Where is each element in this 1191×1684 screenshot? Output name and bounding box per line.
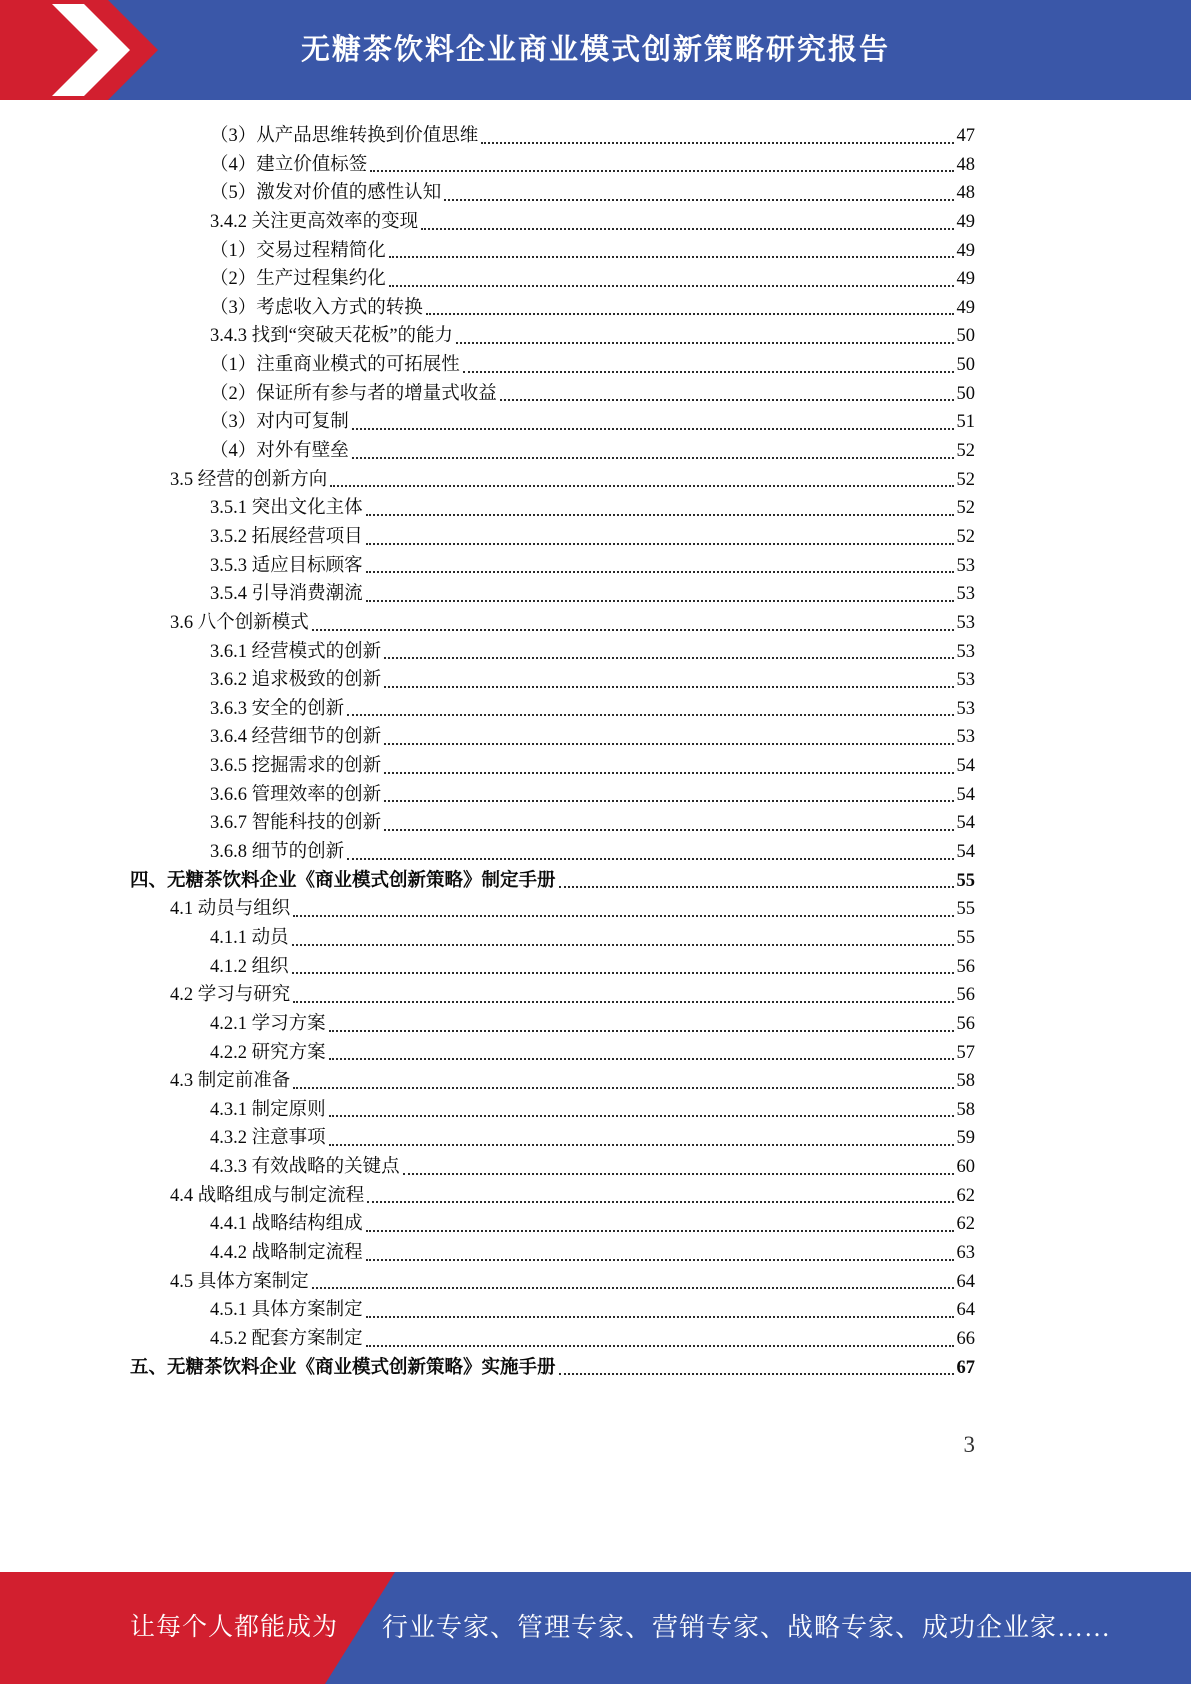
toc-entry-label: 3.6 八个创新模式 — [170, 612, 309, 633]
toc-entry-page: 52 — [956, 526, 975, 547]
toc-entry-page: 53 — [956, 727, 975, 748]
toc-entry-page: 67 — [956, 1357, 975, 1378]
page-header — [0, 0, 1191, 100]
toc-entry-page: 64 — [956, 1300, 975, 1321]
toc-entry-label: 4.1.2 组织 — [210, 956, 289, 977]
toc-entry-label: 4.1.1 动员 — [210, 927, 289, 948]
toc-leader-dots — [559, 1354, 954, 1383]
toc-entry-label: （3）从产品思维转换到价值思维 — [210, 126, 479, 146]
toc-entry[interactable] — [130, 466, 975, 495]
toc-entry-page: 50 — [956, 383, 975, 404]
toc-leader-dots — [366, 1210, 954, 1239]
toc-entry-label: （3）考虑收入方式的转换 — [210, 297, 423, 318]
toc-entry-label: 4.5.2 配套方案制定 — [210, 1328, 363, 1349]
toc-entry-page: 47 — [956, 126, 975, 146]
toc-entry-label: （1）注重商业模式的可拓展性 — [210, 355, 460, 376]
toc-leader-dots — [463, 351, 954, 380]
toc-entry[interactable] — [130, 867, 975, 896]
toc-entry[interactable] — [130, 924, 975, 953]
toc-entry[interactable] — [130, 351, 975, 380]
toc-entry-label: 4.4.1 战略结构组成 — [210, 1214, 363, 1235]
toc-entry-page: 54 — [956, 756, 975, 777]
toc-entry-label: 4.3.1 制定原则 — [210, 1099, 326, 1120]
toc-entry-page: 62 — [956, 1185, 975, 1206]
toc-entry-label: 3.6.8 细节的创新 — [210, 842, 345, 863]
toc-leader-dots — [352, 408, 954, 437]
toc-entry[interactable] — [130, 666, 975, 695]
toc-entry-page: 59 — [956, 1128, 975, 1149]
toc-entry-label: 3.6.7 智能科技的创新 — [210, 813, 382, 834]
toc-entry-page: 50 — [956, 355, 975, 376]
toc-leader-dots — [292, 924, 954, 953]
toc-leader-dots — [330, 466, 953, 495]
toc-entry-page: 53 — [956, 670, 975, 691]
toc-entry[interactable] — [130, 294, 975, 323]
toc-entry[interactable] — [130, 494, 975, 523]
toc-entry[interactable] — [130, 322, 975, 351]
toc-leader-dots — [370, 151, 953, 180]
toc-leader-dots — [366, 523, 954, 552]
toc-entry-page: 60 — [956, 1157, 975, 1178]
toc-entry[interactable] — [130, 208, 975, 237]
toc-entry-page: 48 — [956, 154, 975, 175]
toc-entry[interactable] — [130, 122, 975, 151]
toc-entry-label: 4.4 战略组成与制定流程 — [170, 1185, 365, 1206]
toc-leader-dots — [456, 322, 953, 351]
toc-entry-page: 66 — [956, 1328, 975, 1349]
report-title: 无糖茶饮料企业商业模式创新策略研究报告 — [300, 34, 890, 66]
toc-entry-page: 49 — [956, 269, 975, 290]
toc-leader-dots — [384, 781, 953, 810]
toc-entry[interactable] — [130, 1010, 975, 1039]
toc-entry-page: 62 — [956, 1214, 975, 1235]
toc-entry-label: 3.5.2 拓展经营项目 — [210, 526, 363, 547]
toc-entry-page: 48 — [956, 183, 975, 204]
toc-leader-dots — [367, 1182, 953, 1211]
toc-entry-page: 54 — [956, 842, 975, 863]
toc-entry[interactable] — [130, 1325, 975, 1354]
toc-leader-dots — [293, 895, 953, 924]
toc-leader-dots — [403, 1153, 954, 1182]
toc-entry-page: 58 — [956, 1099, 975, 1120]
toc-leader-dots — [347, 695, 953, 724]
toc-entry[interactable] — [130, 809, 975, 838]
toc-entry-label: 3.5.1 突出文化主体 — [210, 498, 363, 519]
toc-leader-dots — [389, 265, 954, 294]
toc-entry-page: 64 — [956, 1271, 975, 1292]
toc-entry-label: 3.6.6 管理效率的创新 — [210, 784, 382, 805]
toc-entry[interactable] — [130, 1210, 975, 1239]
toc-leader-dots — [384, 723, 953, 752]
toc-entry-label: 4.5 具体方案制定 — [170, 1271, 309, 1292]
toc-leader-dots — [329, 1039, 954, 1068]
toc-leader-dots — [384, 809, 953, 838]
toc-entry-label: （2）生产过程集约化 — [210, 269, 386, 290]
toc-leader-dots — [366, 1296, 954, 1325]
toc-leader-dots — [559, 867, 954, 896]
toc-entry-page: 63 — [956, 1242, 975, 1263]
toc-leader-dots — [352, 437, 954, 466]
toc-entry[interactable] — [130, 179, 975, 208]
toc-entry-page: 53 — [956, 584, 975, 605]
toc-entry[interactable] — [130, 895, 975, 924]
toc-leader-dots — [312, 609, 954, 638]
toc-leader-dots — [366, 494, 954, 523]
toc-list — [130, 122, 975, 1382]
toc-entry-label: （1）交易过程精简化 — [210, 240, 386, 261]
toc-leader-dots — [384, 666, 953, 695]
toc-entry[interactable] — [130, 437, 975, 466]
toc-entry[interactable] — [130, 237, 975, 266]
footer-slogan-left: 让每个人都能成为 — [130, 1614, 339, 1641]
toc-entry-label: 4.3 制定前准备 — [170, 1071, 291, 1092]
toc-entry[interactable] — [130, 781, 975, 810]
toc-entry[interactable] — [130, 638, 975, 667]
toc-entry[interactable] — [130, 523, 975, 552]
toc-entry[interactable] — [130, 953, 975, 982]
toc-entry-label: 4.1 动员与组织 — [170, 899, 291, 920]
toc-entry[interactable] — [130, 580, 975, 609]
toc-entry[interactable] — [130, 265, 975, 294]
toc-entry-page: 55 — [956, 927, 975, 948]
toc-entry[interactable] — [130, 1354, 975, 1383]
toc-leader-dots — [329, 1096, 954, 1125]
toc-entry[interactable] — [130, 609, 975, 638]
toc-leader-dots — [347, 838, 953, 867]
toc-leader-dots — [366, 1239, 954, 1268]
toc-leader-dots — [312, 1268, 954, 1297]
footer-slogan-right: 行业专家、管理专家、营销专家、战略专家、成功企业家…… — [382, 1613, 1112, 1642]
toc-entry-page: 52 — [956, 498, 975, 519]
toc-entry[interactable] — [130, 1039, 975, 1068]
toc-leader-dots — [384, 752, 953, 781]
toc-entry-page: 54 — [956, 784, 975, 805]
toc-entry-page: 55 — [956, 899, 975, 920]
toc-entry-label: 3.5.4 引导消费潮流 — [210, 584, 363, 605]
toc-leader-dots — [421, 208, 953, 237]
toc-entry[interactable] — [130, 1096, 975, 1125]
toc-entry-label: （3）对内可复制 — [210, 412, 349, 433]
toc-leader-dots — [481, 122, 953, 151]
toc-entry-page: 56 — [956, 1013, 975, 1034]
toc-entry[interactable] — [130, 151, 975, 180]
toc-entry-page: 53 — [956, 641, 975, 662]
toc-entry-label: 3.6.2 追求极致的创新 — [210, 670, 382, 691]
toc-entry[interactable] — [130, 1268, 975, 1297]
toc-entry[interactable] — [130, 695, 975, 724]
toc-entry-label: 3.4.3 找到“突破天花板”的能力 — [210, 326, 454, 347]
toc-entry[interactable] — [130, 1124, 975, 1153]
toc-entry[interactable] — [130, 1239, 975, 1268]
toc-leader-dots — [426, 294, 954, 323]
toc-entry-label: （4）建立价值标签 — [210, 154, 368, 175]
toc-entry-label: （4）对外有壁垒 — [210, 441, 349, 462]
page-footer — [0, 1572, 1191, 1684]
toc-entry[interactable] — [130, 1182, 975, 1211]
toc-entry-page: 53 — [956, 555, 975, 576]
toc-leader-dots — [329, 1124, 954, 1153]
toc-entry-page: 49 — [956, 297, 975, 318]
toc-leader-dots — [329, 1010, 954, 1039]
toc-entry-label: 3.5 经营的创新方向 — [170, 469, 328, 490]
toc-entry-label: 四、无糖茶饮料企业《商业模式创新策略》制定手册 — [130, 870, 556, 891]
toc-leader-dots — [366, 580, 954, 609]
toc-leader-dots — [500, 380, 954, 409]
toc-leader-dots — [444, 179, 953, 208]
toc-entry-page: 51 — [956, 412, 975, 433]
toc-entry-page: 57 — [956, 1042, 975, 1063]
toc-entry-page: 52 — [956, 441, 975, 462]
toc-entry-page: 53 — [956, 698, 975, 719]
toc-leader-dots — [366, 1325, 954, 1354]
toc-entry[interactable] — [130, 838, 975, 867]
toc-entry-label: 五、无糖茶饮料企业《商业模式创新策略》实施手册 — [130, 1357, 556, 1378]
toc-entry[interactable] — [130, 1296, 975, 1325]
toc-entry-page: 50 — [956, 326, 975, 347]
toc-entry-label: 4.2.1 学习方案 — [210, 1013, 326, 1034]
toc-entry-page: 58 — [956, 1071, 975, 1092]
toc-entry-page: 54 — [956, 813, 975, 834]
toc-entry-page: 55 — [956, 870, 975, 891]
toc-leader-dots — [384, 638, 953, 667]
toc-leader-dots — [366, 552, 954, 581]
toc-entry-page: 49 — [956, 240, 975, 261]
toc-entry[interactable] — [130, 723, 975, 752]
toc-entry[interactable] — [130, 981, 975, 1010]
toc-entry-label: 4.4.2 战略制定流程 — [210, 1242, 363, 1263]
toc-entry[interactable] — [130, 380, 975, 409]
toc-entry[interactable] — [130, 1067, 975, 1096]
toc-entry-page: 56 — [956, 985, 975, 1006]
toc-entry-label: 3.6.5 挖掘需求的创新 — [210, 756, 382, 777]
toc-entry-label: 3.6.4 经营细节的创新 — [210, 727, 382, 748]
toc-entry-label: 3.4.2 关注更高效率的变现 — [210, 211, 419, 232]
toc-leader-dots — [293, 981, 953, 1010]
toc-entry-label: 3.6.1 经营模式的创新 — [210, 641, 382, 662]
toc-entry-label: （2）保证所有参与者的增量式收益 — [210, 383, 497, 404]
toc-entry-label: 3.5.3 适应目标顾客 — [210, 555, 363, 576]
toc-entry-label: 4.5.1 具体方案制定 — [210, 1300, 363, 1321]
toc-entry[interactable] — [130, 752, 975, 781]
toc-entry-label: 4.2 学习与研究 — [170, 985, 291, 1006]
toc-entry[interactable] — [130, 1153, 975, 1182]
toc-entry-label: 4.3.2 注意事项 — [210, 1128, 326, 1149]
toc-entry-label: 4.3.3 有效战略的关键点 — [210, 1157, 400, 1178]
toc-entry-page: 49 — [956, 211, 975, 232]
toc-entry[interactable] — [130, 552, 975, 581]
toc-entry-label: 3.6.3 安全的创新 — [210, 698, 345, 719]
toc-entry-page: 53 — [956, 612, 975, 633]
toc-entry-label: 4.2.2 研究方案 — [210, 1042, 326, 1063]
page-number: 3 — [963, 1432, 975, 1457]
toc-leader-dots — [293, 1067, 953, 1096]
toc-leader-dots — [389, 237, 954, 266]
toc-entry-label: （5）激发对价值的感性认知 — [210, 183, 442, 204]
toc-entry-page: 56 — [956, 956, 975, 977]
toc-leader-dots — [292, 953, 954, 982]
toc-entry[interactable] — [130, 408, 975, 437]
toc-entry-page: 52 — [956, 469, 975, 490]
